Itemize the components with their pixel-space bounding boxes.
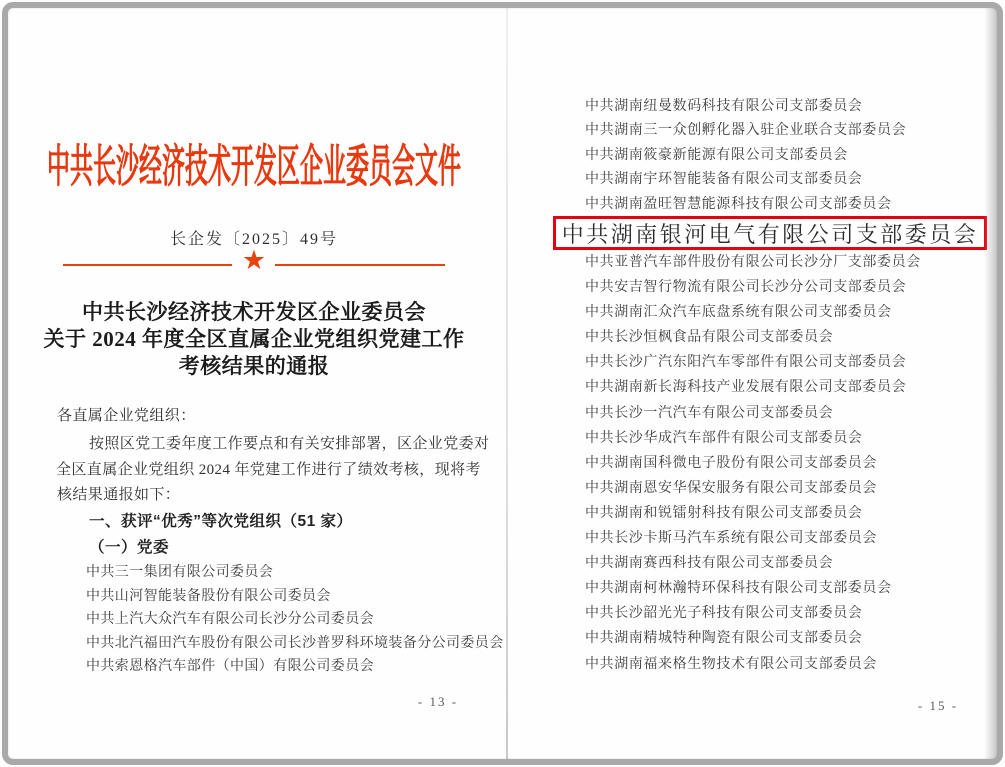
document-title-line3: 考核结果的通报 bbox=[178, 354, 330, 378]
list-item: 中共长沙华成汽车部件有限公司支部委员会 bbox=[585, 430, 863, 446]
list-item: 中共长沙卡斯马汽车系统有限公司支部委员会 bbox=[585, 531, 877, 547]
section-heading-excellent-organizations: 一、获评“优秀”等次党组织（51 家） bbox=[89, 513, 353, 530]
list-item: 中共湖南和锐镭射科技有限公司支部委员会 bbox=[585, 505, 863, 521]
scan-edge-shadow bbox=[984, 8, 998, 759]
committee-list bbox=[86, 561, 506, 679]
list-item: 中共上汽大众汽车有限公司长沙分公司委员会 bbox=[86, 612, 374, 628]
branch-list-top bbox=[585, 95, 985, 217]
list-item: 中共湖南赛西科技有限公司支部委员会 bbox=[585, 556, 834, 572]
subsection-heading-party-committees: （一）党委 bbox=[89, 539, 170, 556]
red-header-banner-text: 中共长沙经济技术开发区企业委员会文件 bbox=[47, 142, 461, 192]
list-item: 中共湖南三一众创孵化器入驻企业联合支部委员会 bbox=[585, 123, 907, 139]
page-number-left: - 13 - bbox=[417, 694, 459, 709]
list-item: 中共湖南恩安华保安服务有限公司支部委员会 bbox=[585, 480, 877, 496]
list-item: 中共三一集团有限公司委员会 bbox=[86, 565, 274, 580]
list-item: 中共湖南福来格生物技术有限公司支部委员会 bbox=[585, 656, 877, 672]
list-item: 中共长沙恒枫食品有限公司支部委员会 bbox=[585, 330, 834, 346]
list-item: 中共湖南精城特种陶瓷有限公司支部委员会 bbox=[585, 631, 863, 647]
list-item: 中共湖南盈旺智慧能源科技有限公司支部委员会 bbox=[585, 196, 892, 212]
list-item: 中共长沙韶光光子科技有限公司支部委员会 bbox=[585, 606, 863, 622]
document-number: 长企发〔2025〕49号 bbox=[169, 231, 338, 248]
list-item: 中共湖南宇环智能装备有限公司支部委员会 bbox=[585, 172, 863, 188]
list-item: 中共安吉智行物流有限公司长沙分公司支部委员会 bbox=[585, 280, 907, 296]
document-title-line2: 关于 2024 年度全区直属企业党组织党建工作 bbox=[43, 327, 465, 351]
page-number-right: - 15 - bbox=[917, 698, 959, 713]
list-item: 中共山河智能装备股份有限公司委员会 bbox=[86, 588, 331, 604]
separator-line-left bbox=[63, 264, 232, 266]
body-paragraph-line1: 按照区党工委年度工作要点和有关安排部署，区企业党委对 bbox=[89, 436, 490, 452]
list-item: 中共湖南筱豪新能源有限公司支部委员会 bbox=[585, 147, 848, 163]
list-item: 中共湖南新长海科技产业发展有限公司支部委员会 bbox=[585, 380, 907, 396]
page-fold-divider bbox=[506, 8, 508, 759]
highlight-box bbox=[553, 216, 987, 250]
list-item: 中共索恩格汽车部件（中国）有限公司委员会 bbox=[86, 659, 374, 675]
list-item: 中共长沙广汽东阳汽车零部件有限公司支部委员会 bbox=[585, 355, 907, 371]
body-paragraph-line3: 核结果通报如下： bbox=[57, 487, 181, 503]
list-item: 中共亚普汽车部件股份有限公司长沙分厂支部委员会 bbox=[585, 255, 921, 270]
list-item: 中共长沙一汽汽车有限公司支部委员会 bbox=[585, 405, 834, 421]
list-item: 中共湖南柯林瀚特环保科技有限公司支部委员会 bbox=[585, 581, 892, 597]
salutation: 各直属企业党组织： bbox=[57, 408, 196, 424]
document-title-line1: 中共长沙经济技术开发区企业委员会 bbox=[82, 300, 426, 324]
document-title bbox=[0, 299, 508, 380]
body-paragraph-line2: 全区直属企业党组织 2024 年党建工作进行了绩效考核，现将考 bbox=[56, 462, 481, 478]
star-icon: ★ bbox=[241, 245, 267, 276]
list-item: 中共湖南国科微电子股份有限公司支部委员会 bbox=[585, 455, 877, 471]
red-header-banner bbox=[0, 131, 508, 192]
separator-line-right bbox=[275, 264, 445, 266]
highlighted-item: 中共湖南银河电气有限公司支部委员会 bbox=[561, 221, 979, 247]
list-item: 中共湖南纽曼数码科技有限公司支部委员会 bbox=[585, 99, 863, 114]
list-item: 中共北汽福田汽车股份有限公司长沙普罗科环境装备分公司委员会 bbox=[86, 635, 504, 651]
branch-list-bottom bbox=[585, 250, 985, 677]
list-item: 中共湖南汇众汽车底盘系统有限公司支部委员会 bbox=[585, 305, 892, 321]
